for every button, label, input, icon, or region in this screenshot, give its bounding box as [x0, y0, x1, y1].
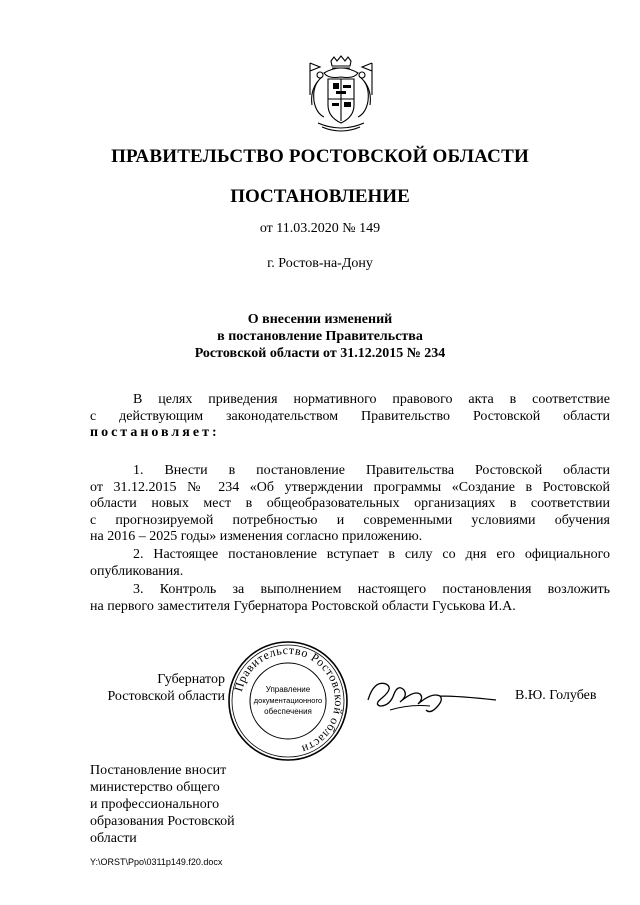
coat-of-arms-emblem: [300, 55, 382, 135]
stamp-inner-line: обеспечения: [264, 707, 312, 716]
preamble-line: с действующим законодательством Правительство Ростовской области: [90, 408, 610, 424]
item-line: 2. Настоящее постановление вступает в силу со дня его официального: [133, 547, 610, 562]
item-line: опубликования.: [90, 563, 184, 579]
position-line: Ростовской области: [107, 689, 225, 704]
subject-line: Ростовской области от 31.12.2015 № 234: [194, 346, 446, 361]
preamble-line: В целях приведения нормативного правового акта в соответствие: [133, 392, 610, 407]
official-stamp: [227, 640, 349, 762]
organization-title: ПРАВИТЕЛЬСТВО РОСТОВСКОЙ ОБЛАСТИ: [111, 146, 529, 167]
file-path: Y:\ORST\Ppo\0311p149.f20.docx: [90, 857, 223, 867]
item-line: области новых мест в общеобразовательных организациях в соответствии: [90, 496, 610, 511]
signatory-position: [90, 671, 225, 705]
item-line: 3. Контроль за выполнением настоящего постановления возложить: [133, 582, 610, 597]
stamp-inner-line: документационного: [253, 696, 323, 705]
item-line: с прогнозируемой потребностью и современными условиями обучения: [90, 512, 610, 528]
item-line: 1. Внести в постановление Правительства Ростовской области: [133, 463, 610, 478]
submitter-note: [90, 762, 260, 847]
date-and-number: от 11.03.2020 № 149: [259, 221, 381, 236]
stamp-outer-text: Правительство Ростовской области: [231, 642, 347, 757]
document-subject: [0, 311, 640, 362]
city: г. Ростов-на-Дону: [267, 256, 373, 271]
item-line: на первого заместителя Губернатора Ростовской области Гуськова И.А.: [90, 598, 516, 614]
preamble: [90, 392, 610, 442]
decree-word: постановляет:: [90, 425, 220, 440]
submitter-line: министерство общего: [90, 780, 220, 795]
submitter-line: образования Ростовской: [90, 814, 235, 829]
handwritten-signature: [360, 670, 500, 715]
position-line: Губернатор: [157, 672, 225, 687]
submitter-line: и профессионального: [90, 797, 220, 812]
submitter-line: области: [90, 831, 137, 846]
item-line: на 2016 – 2025 годы» изменения согласно приложению.: [90, 529, 423, 544]
decree-item-1: [90, 463, 610, 546]
submitter-line: Постановление вносит: [90, 763, 227, 778]
item-line: от 31.12.2015 № 234 «Об утверждении программы «Создание в Ростовской: [90, 479, 610, 495]
document-type: ПОСТАНОВЛЕНИЕ: [230, 186, 410, 207]
subject-line: в постановление Правительства: [217, 329, 423, 344]
stamp-inner-line: Управление: [265, 685, 311, 694]
decree-item-2: [90, 547, 610, 580]
decree-item-3: [90, 582, 610, 615]
subject-line: О внесении изменений: [247, 312, 393, 327]
signatory-name: В.Ю. Голубев: [515, 688, 597, 703]
